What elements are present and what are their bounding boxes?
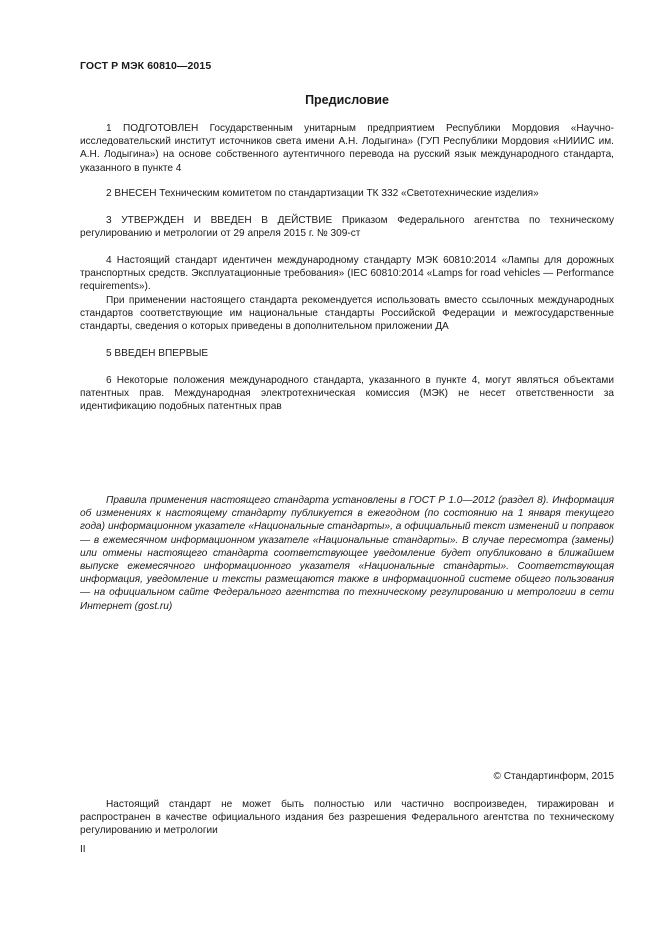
- copyright-line: © Стандартинформ, 2015: [493, 771, 614, 782]
- section-title-foreword: Предисловие: [305, 93, 389, 107]
- foreword-item-2: 2 ВНЕСЕН Техническим комитетом по стандартизации ТК 332 «Светотехнические изделия»: [106, 188, 539, 199]
- document-header: ГОСТ Р МЭК 60810—2015: [80, 60, 212, 72]
- reproduction-notice: Настоящий стандарт не может быть полностью или частично воспроизведен, тиражирован и распространен в качестве официального издания без разрешения Федерального агентства по техническому регулированию и метрологии: [80, 799, 614, 837]
- foreword-item-3: 3 УТВЕРЖДЕН И ВВЕДЕН В ДЕЙСТВИЕ Приказом Федерального агентства по техническому регулированию и метрологии от 29 апреля 2015 г. № 309-ст: [80, 215, 614, 240]
- page-number: II: [80, 844, 86, 855]
- foreword-item-4-note: При применении настоящего стандарта рекомендуется использовать вместо ссылочных международных стандартов соответствующие им национальные стандарты Российской Федерации и межгосударственные стандарты, сведения о которых приведены в дополнительном приложении ДА: [80, 295, 614, 333]
- foreword-item-1: 1 ПОДГОТОВЛЕН Государственным унитарным предприятием Республики Мордовия «Научно-исследовательский институт источников света имени А.Н. Лодыгина» (ГУП Республики Мордовия «НИИИС им. А.Н. Лодыгина») на основе собственного аутентичного перевода на русский язык международного стандарта, указанного в пункте 4: [80, 123, 614, 174]
- foreword-item-4: 4 Настоящий стандарт идентичен международному стандарту МЭК 60810:2014 «Лампы для дорожных транспортных средств. Эксплуатационные требования» (IEC 60810:2014 «Lamps for road vehicles — Performance requirements»).: [80, 255, 614, 293]
- foreword-item-6: 6 Некоторые положения международного стандарта, указанного в пункте 4, могут являться объектами патентных прав. Международная электротехническая комиссия (МЭК) не несет ответственности за идентификацию подобных патентных прав: [80, 375, 614, 413]
- rules-notice: Правила применения настоящего стандарта установлены в ГОСТ Р 1.0—2012 (раздел 8). Информация об изменениях к настоящему стандарту публикуется в ежегодном (по состоянию на 1 января текущего года) информационном указателе «Национальные стандарты», а официальный текст изменений и поправок — в ежемесячном информационном указателе «Национальные стандарты». В случае пересмотра (замены) или отмены настоящего стандарта соответствующее уведомление будет опубликовано в ближайшем выпуске ежемесячного информационного указателя «Национальные стандарты». Соответствующая информация, уведомление и тексты размещаются также в информационной системе общего пользования — на официальном сайте Федерального агентства по техническому регулированию и метрологии в сети Интернет (gost.ru): [80, 495, 614, 612]
- foreword-item-5: 5 ВВЕДЕН ВПЕРВЫЕ: [106, 348, 209, 359]
